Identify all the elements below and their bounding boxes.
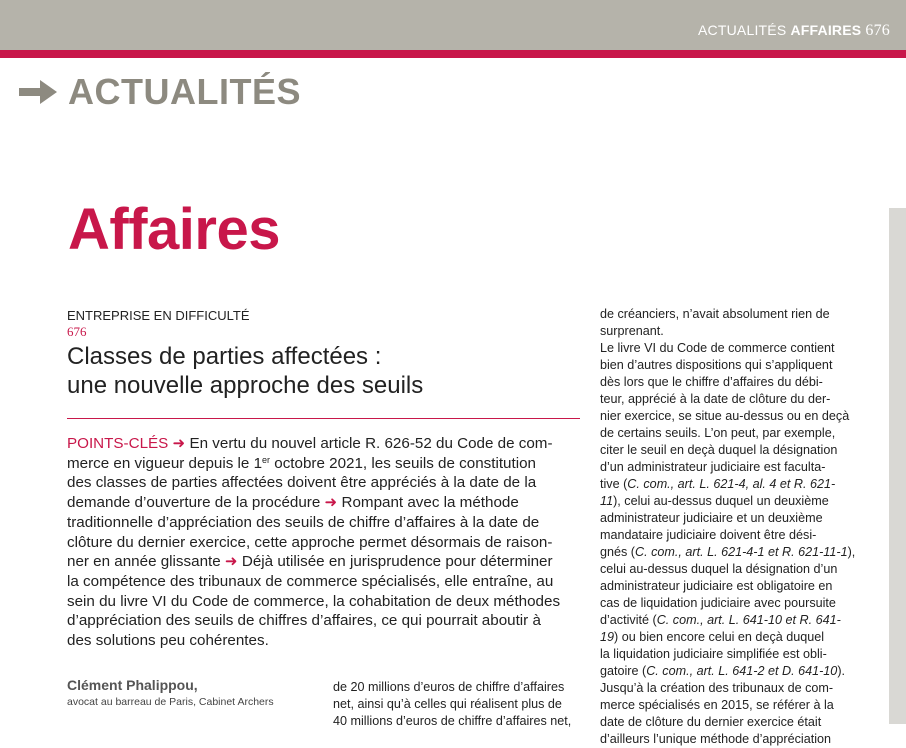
body-column-right: [600, 306, 855, 748]
body-line: 40 millions d’euros de chiffre d’affaires net,: [333, 714, 572, 728]
red-rule: [0, 50, 906, 58]
abstract-line: des classes de parties affectées doivent être appréciés à la date de la: [67, 474, 537, 492]
body-line: 19) ou bien encore celui en deçà duquel: [600, 630, 825, 644]
legal-citation: C. com., art. L. 621-4, al. 4 et R. 621-: [627, 477, 836, 491]
arrow-right-icon: ➜: [324, 494, 338, 512]
body-line: citer le seuil en deçà duquel la désignation: [600, 443, 838, 457]
title-divider: [67, 418, 580, 419]
author-name: Clément Phalippou,: [67, 677, 198, 693]
arrow-right-icon: ➜: [172, 435, 186, 452]
body-line: de 20 millions d’euros de chiffre d’affaires: [333, 680, 565, 694]
header-category: AFFAIRES: [790, 22, 862, 38]
body-line: tive (C. com., art. L. 621-4, al. 4 et R. 621-: [600, 477, 836, 491]
body-line: teur, apprécié à la date de clôture du der-: [600, 392, 831, 406]
article-title: [67, 342, 423, 400]
running-header: [698, 22, 890, 40]
body-line: administrateur judiciaire et un deuxième: [600, 511, 823, 525]
article-kicker: ENTREPRISE EN DIFFICULTÉ: [67, 308, 250, 323]
body-line: gatoire (C. com., art. L. 641-2 et D. 641-10).: [600, 664, 846, 678]
rubric-title: Affaires: [68, 197, 280, 262]
body-line: la liquidation judiciaire simplifiée est obli-: [600, 647, 827, 661]
arrow-right-icon: ➜: [224, 553, 238, 571]
header-section: ACTUALITÉS: [698, 22, 787, 38]
section-title: ACTUALITÉS: [68, 71, 301, 112]
body-line: dès lors que le chiffre d’affaires du débi-: [600, 375, 823, 389]
body-line: 11), celui au-dessus duquel un deuxième: [600, 494, 829, 508]
abstract-line: demande d’ouverture de la procédure ➜ Rompant avec la méthode: [67, 494, 519, 512]
abstract-line: POINTS-CLÉS ➜ En vertu du nouvel article R. 626-52 du Code de com-: [67, 435, 553, 452]
abstract-line: d’appréciation des seuils de chiffres d’affaires, ce qui pourrait aboutir à: [67, 612, 541, 630]
scrollbar[interactable]: [889, 208, 906, 724]
article-number: 676: [67, 324, 87, 339]
running-header-bar: [0, 0, 906, 50]
body-line: Jusqu’à la création des tribunaux de com-: [600, 681, 834, 695]
body-line: Le livre VI du Code de commerce contient: [600, 341, 835, 355]
abstract-line: ner en année glissante ➜ Déjà utilisée en jurisprudence pour déterminer: [67, 553, 553, 571]
header-page-number: 676: [865, 22, 890, 39]
body-line: mandataire judiciaire doivent être dési-: [600, 528, 817, 542]
article-title-line: Classes de parties affectées :: [67, 343, 382, 370]
body-line: d’un administrateur judiciaire est facultа-: [600, 460, 826, 474]
abstract-line: merce en vigueur depuis le 1er octobre 2021, les seuils de constitution: [67, 454, 536, 472]
abstract-line: des solutions peu cohérentes.: [67, 632, 269, 650]
body-line: de certains seuils. L’on peut, par exemple,: [600, 426, 836, 440]
arrow-right-icon: [18, 79, 58, 105]
body-line: merce spécialisés en 2015, se référer à la: [600, 698, 834, 712]
legal-citation: 11: [600, 494, 614, 508]
article-title-line: une nouvelle approche des seuils: [67, 372, 424, 399]
body-line: d’ailleurs l’unique méthode d’appréciation: [600, 732, 832, 746]
legal-citation: 19: [600, 630, 615, 644]
abstract-line: traditionnelle d’appréciation des seuils de chiffre d’affaires à la date de: [67, 513, 540, 531]
body-line: nier exercice, se situe au-dessus ou en deçà: [600, 409, 850, 423]
legal-citation: C. com., art. L. 641-10 et R. 641-: [656, 613, 841, 627]
body-line: administrateur judiciaire est obligatoire en: [600, 579, 833, 593]
body-line: gnés (C. com., art. L. 621-4-1 et R. 621-11-1),: [600, 545, 856, 559]
abstract-line: clôture du dernier exercice, cette approche permet désormais de raison-: [67, 533, 553, 551]
body-line: cas de liquidation judiciaire avec poursuite: [600, 596, 836, 610]
author-affiliation: avocat au barreau de Paris, Cabinet Archers: [67, 696, 274, 708]
legal-citation: C. com., art. L. 621-4-1 et R. 621-11-1: [635, 545, 848, 559]
body-line: date de clôture du dernier exercice était: [600, 715, 822, 729]
body-line: surprenant.: [600, 324, 664, 338]
body-line: d’activité (C. com., art. L. 641-10 et R. 641-: [600, 613, 841, 627]
body-line: bien d’autres dispositions qui s’appliquent: [600, 358, 833, 372]
body-line: celui au-dessus duquel la désignation d’un: [600, 562, 838, 576]
abstract-line: sein du livre VI du Code de commerce, la cohabitation de deux méthodes: [67, 592, 561, 610]
legal-citation: C. com., art. L. 641-2 et D. 641-10: [646, 664, 838, 678]
points-cles-label: POINTS-CLÉS: [67, 435, 169, 452]
body-line: de créanciers, n’avait absolument rien de: [600, 307, 830, 321]
abstract-line: la compétence des tribunaux de commerce spécialisés, elle entraîne, au: [67, 572, 554, 590]
body-column-left: [333, 679, 571, 730]
body-line: net, ainsi qu’à celles qui réalisent plus de: [333, 697, 562, 711]
key-points-abstract: [67, 434, 583, 651]
section-heading: [18, 72, 301, 112]
